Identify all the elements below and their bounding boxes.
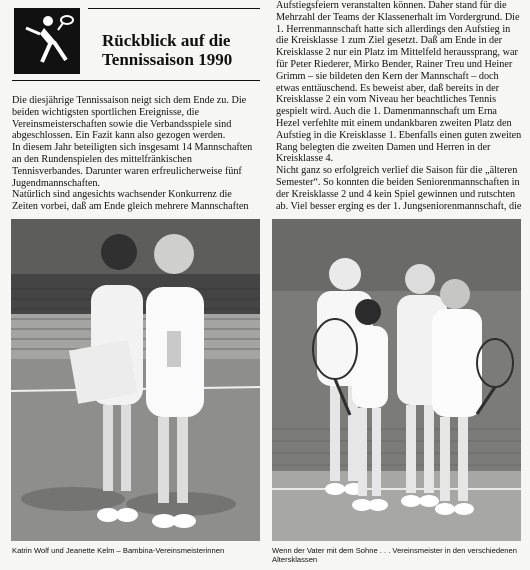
header-rule-top	[88, 8, 260, 9]
article-left-column	[12, 95, 260, 213]
paragraph-competition: Natürlich sind angesichts wachsender Konkurrenz die Zeiten vorbei, daß am Ende gleich mehrere Mannschaften	[12, 189, 249, 213]
article-right-column	[276, 0, 522, 212]
paragraph-seniors: Nicht ganz so erfolgreich verlief die Saison für die „älteren Semester“. So konnten die beiden Seniorenmannschaften in der Kreisklasse 2 und 4 kein Spiel gewinnen und rutschten ab. Viel besser erging es der 1. Jungseniorenmannschaft, die	[276, 165, 522, 212]
article-title	[102, 31, 262, 69]
tennis-player-icon	[14, 8, 80, 74]
tennis-girls-photo	[11, 219, 260, 541]
title-line-1: Rückblick auf die	[102, 31, 231, 50]
title-line-2: Tennissaison 1990	[102, 50, 233, 69]
header-rule-bottom	[12, 80, 260, 81]
paragraph-teams: In diesem Jahr beteiligten sich insgesamt 14 Mannschaften an den Rundenspielen des mittelfränkischen Tennisverbandes. Darunter waren erfreulicherweise fünf Jugendmannschaften.	[12, 142, 253, 189]
photo-caption-left: Katrin Wolf und Jeanette Kelm – Bambina-Vereinsmeisterinnen	[12, 546, 225, 555]
paragraph-results: Aufstiegsfeiern veranstalten können. Daher stand für die Mehrzahl der Teams der Klassenerhalt im Vordergrund. Die 1. Herrenmannschaft hatte sich allerdings den Aufstieg in die Kreisklasse 1 zum Ziel gesetzt. Daß am Ende in der Kreisklasse 2 nur ein Platz im Mittelfeld heraussprang, war für Peter Riederer, Mirko Bender, Rainer Treu und Heiner Grimm – sie bildeten den Kern der Mannschaft – doch etwas enttäuschend. Es beweist aber, daß bereits in der Kreisklasse 2 ein vom Niveau her beachtliches Tennis gespielt wird. Auch die 1. Damenmannschaft um Erna Hezel verfehlte mit einem undankbaren zweiten Platz den Aufstieg in die Kreisklasse 1. Ebenfalls einen guten zweiten Rang belegten die zweiten Damen und Herren in der Kreisklasse 4.	[276, 0, 522, 165]
paragraph-intro: Die diesjährige Tennissaison neigt sich dem Ende zu. Die beiden wichtigsten sportlichen Ereignisse, die Vereinsmeisterschaften sowie die Verbandsspiele sind abgeschlossen. Ein Fazit kann also gezogen werden.	[12, 95, 247, 142]
photo-caption-right: Wenn der Vater mit dem Sohne . . . Vereinsmeister in den verschiedenen Altersklassen	[272, 546, 517, 564]
tennis-family-photo	[272, 219, 521, 541]
